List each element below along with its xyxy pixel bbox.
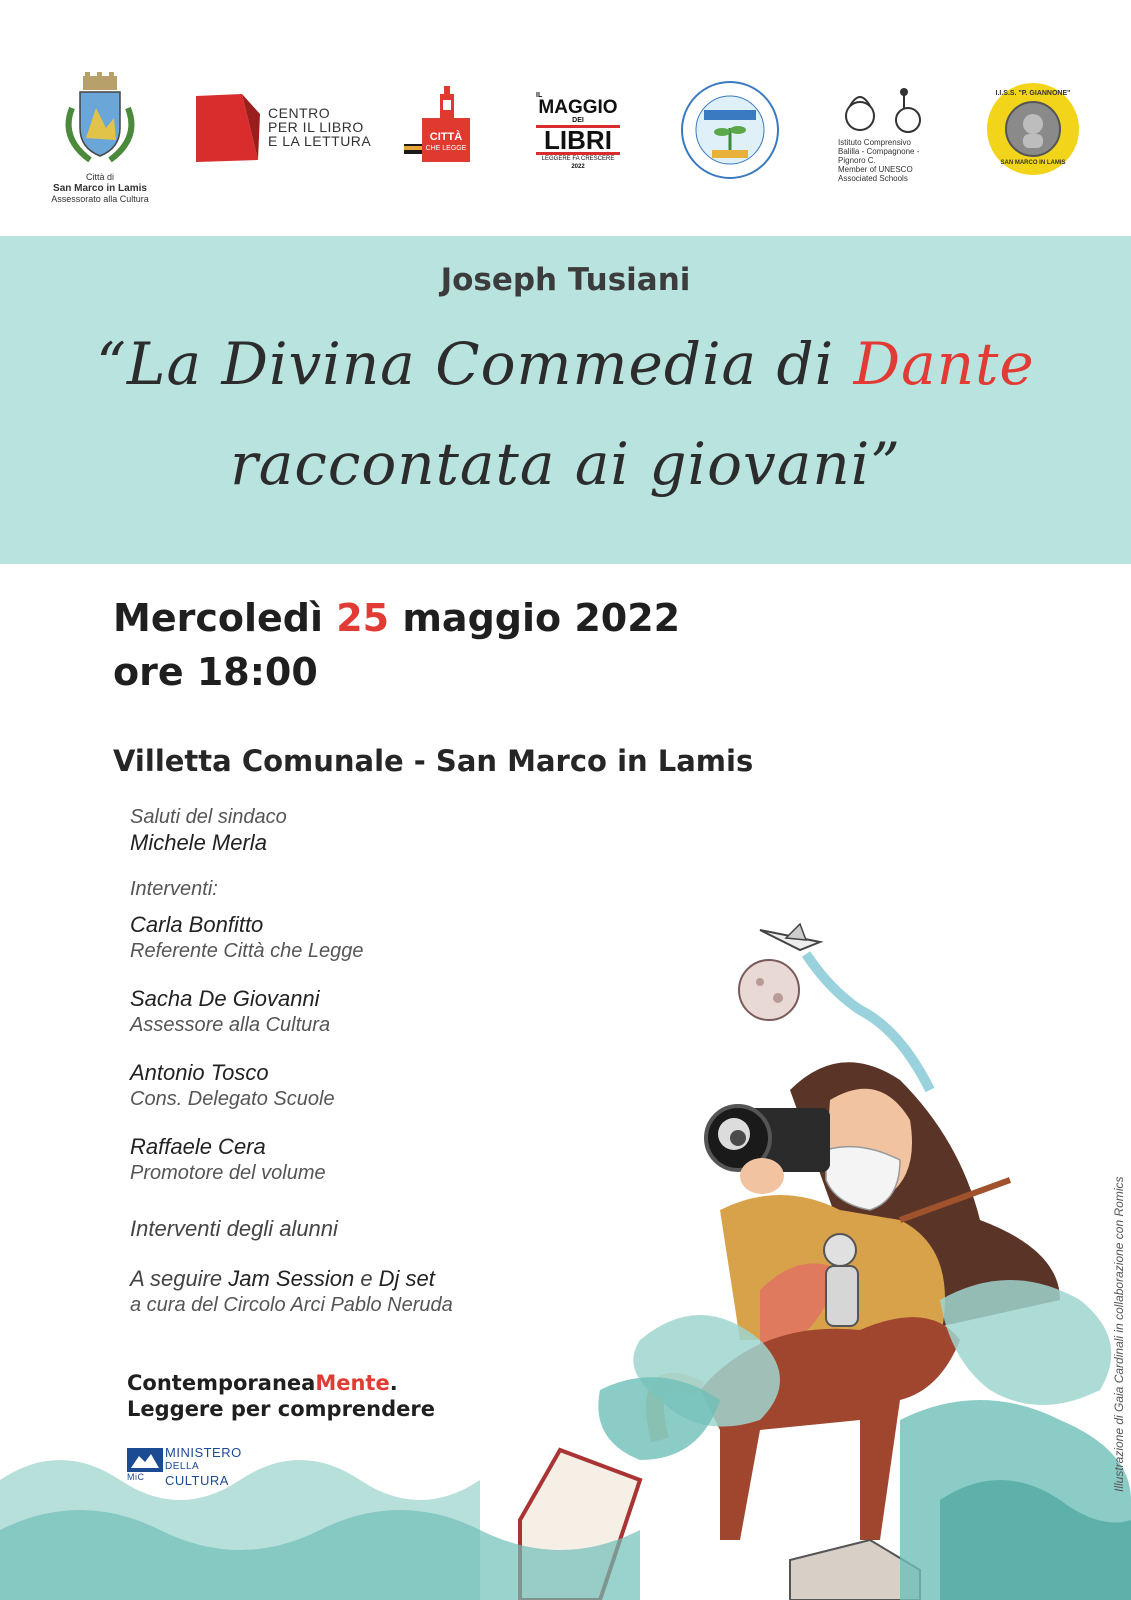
speaker-role: Assessore alla Cultura [130, 1014, 331, 1036]
greeting-label: Saluti del sindaco [130, 806, 287, 828]
follow-by: a cura del Circolo Arci Pablo Neruda [130, 1294, 453, 1316]
citta-line2: CHE LEGGE [425, 145, 467, 152]
illustration-credit: Illustrazione di Gaia Cardinali in collaborazione con Romics [1112, 1176, 1126, 1492]
cm-b: Mente [315, 1371, 390, 1395]
comune-line3: Assessorato alla Cultura [51, 194, 149, 204]
mdl-line6: 2022 [571, 164, 585, 170]
mic-line3: CULTURA [165, 1473, 229, 1488]
date-day: 25 [336, 596, 390, 640]
unesco-line4: Associated Schools [838, 174, 908, 183]
cm-line2: Leggere per comprendere [127, 1397, 435, 1421]
title-line-2: raccontata ai giovani” [230, 430, 901, 498]
citta-che-legge-logo [404, 86, 480, 164]
cm-c: . [389, 1371, 398, 1395]
mdl-line1: IL [536, 92, 543, 99]
follow-a: A seguire [130, 1266, 229, 1291]
follow-dj: Dj set [378, 1266, 435, 1291]
speaker-name: Carla Bonfitto [130, 912, 264, 937]
cm-a: Contemporanea [127, 1371, 316, 1395]
speaker-name: Antonio Tosco [130, 1060, 269, 1085]
cepell-line3: E LA LETTURA [268, 133, 372, 149]
logo-bar [0, 0, 1131, 236]
school-seal-icon [680, 80, 780, 180]
date-rest: maggio 2022 [389, 596, 681, 640]
students-line: Interventi degli alunni [130, 1216, 338, 1241]
mic-line2: DELLA [165, 1461, 200, 1472]
speaker-name: Raffaele Cera [130, 1134, 266, 1159]
cepell-line1: CENTRO [268, 105, 331, 121]
event-date [113, 596, 680, 640]
date-weekday: Mercoledì [113, 596, 337, 640]
jet-icon [760, 924, 820, 950]
title-dante: Dante [853, 330, 1035, 398]
greeting-name: Michele Merla [130, 830, 267, 855]
title-main: “La Divina Commedia di [96, 330, 854, 398]
waves [0, 1280, 1131, 1600]
comune-line1: Città di [85, 172, 114, 182]
crest-icon [50, 68, 150, 168]
comune-caption [50, 172, 150, 205]
unesco-line3: Member of UNESCO [838, 165, 913, 174]
follow-jam: Jam Session [228, 1266, 355, 1291]
title-line-1 [0, 330, 1131, 398]
book-icon [196, 94, 260, 164]
mdl-line2: MAGGIO [538, 97, 618, 118]
maggio-libri-logo [536, 92, 620, 171]
citta-che-legge-text [422, 132, 470, 154]
mic-line1: MINISTERO [165, 1445, 242, 1460]
moon-icon [739, 960, 799, 1020]
speaker-role: Referente Città che Legge [130, 940, 364, 962]
mdl-line5: LEGGERE FA CRESCERE [541, 156, 615, 162]
event-venue: Villetta Comunale - San Marco in Lamis [113, 744, 754, 778]
unesco-icon [838, 86, 938, 138]
speakers-label: Interventi: [130, 878, 218, 900]
speaker-name: Sacha De Giovanni [130, 986, 320, 1011]
follow-c: e [354, 1266, 379, 1291]
comune-line2: San Marco in Lamis [53, 183, 147, 194]
iiss-giannone-logo [986, 82, 1080, 176]
iiss-top-text: I.I.S.S. "P. GIANNONE" [995, 90, 1071, 97]
cepell-line2: PER IL LIBRO [268, 119, 364, 135]
unesco-line2: Balilla - Compagnone - Pignoro C. [838, 147, 920, 165]
speaker-role: Cons. Delegato Scuole [130, 1088, 335, 1110]
knight-armor [826, 1266, 858, 1326]
unesco-school-logo [838, 86, 938, 183]
mdl-line4: LIBRI [536, 125, 620, 155]
cepell-text [268, 106, 371, 148]
author-name: Joseph Tusiani [440, 262, 691, 298]
event-time: ore 18:00 [113, 650, 318, 694]
illustration [0, 920, 1131, 1600]
istituto-logo [680, 80, 780, 180]
speaker-role: Promotore del volume [130, 1162, 326, 1184]
comune-logo [50, 68, 150, 205]
mdl-line3: DEI [572, 117, 584, 124]
mic-abbr: MiC [127, 1472, 145, 1482]
unesco-line1: Istituto Comprensivo [838, 138, 911, 147]
iiss-bottom-text: SAN MARCO IN LAMIS [1000, 160, 1066, 166]
cepell-logo [196, 94, 396, 164]
knight-helmet [824, 1234, 856, 1266]
citta-line1: CITTÀ [429, 131, 463, 143]
unesco-caption [838, 138, 938, 183]
